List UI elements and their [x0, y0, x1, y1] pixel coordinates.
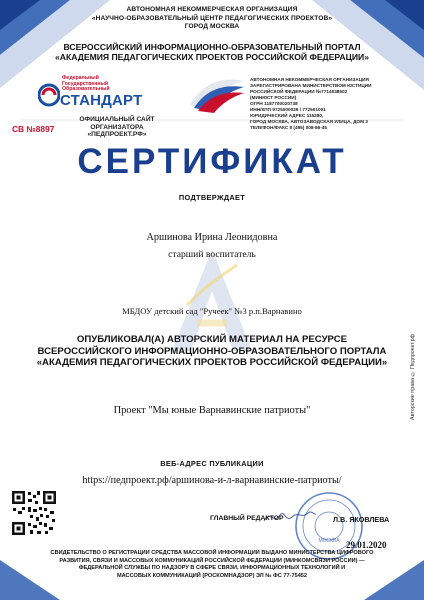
recipient-position: старший воспитатель [168, 249, 256, 260]
footer-line: СВИДЕТЕЛЬСТВО О РЕГИСТРАЦИИ СРЕДСТВА МАССОВОЙ ИНФОРМАЦИИ ВЫДАНО МИНИСТЕРСТВА ЦИФРОВОГО [50, 550, 374, 556]
logo-caption-line: Государственный [62, 80, 109, 87]
reg-info-line: ИНН/КПП 9725000029 / 772501001 [250, 107, 326, 112]
reg-info-line: АВТОНОМНАЯ НЕКОММЕРЧЕСКАЯ ОРГАНИЗАЦИЯ [250, 77, 369, 82]
seal-text: МОСКВА [318, 538, 340, 544]
recipient-name: Аршинова Ирина Леонидовна [146, 232, 278, 243]
org-line: АВТОНОМНАЯ НЕКОММЕРЧЕСКАЯ ОРГАНИЗАЦИЯ [126, 6, 298, 13]
publication-line: «АКАДЕМИЯ ПЕДАГОГИЧЕСКИХ ПРОЕКТОВ РОССИЙСКОЙ ФЕДЕРАЦИИ» [36, 357, 388, 369]
standard-logo [38, 76, 148, 112]
portal-line: «АКАДЕМИЯ ПЕДАГОГИЧЕСКИХ ПРОЕКТОВ РОССИЙСКОЙ ФЕДЕРАЦИИ» [54, 52, 370, 62]
logo-wordmark: СТАНДАРТ [60, 92, 143, 109]
reg-info-line: (МИНЮСТ РОССИИ) [250, 95, 297, 100]
flag-ribbon-icon [186, 75, 248, 115]
publication-url[interactable]: https://педпроект.рф/аршинова-и-л-варнавинские-патриоты/ [82, 475, 342, 486]
reg-info-line: ОГРН 1187700020738 [250, 101, 298, 106]
org-line: «НАУЧНО-ОБРАЗОВАТЕЛЬНЫЙ ЦЕНТР ПЕДАГОГИЧЕСКИХ ПРОЕКТОВ» [91, 14, 333, 22]
publication-statement [20, 334, 404, 369]
copyright-side-text: Авторские права © Педпроект.рф [410, 333, 416, 420]
issue-date: 29.01.2020 [346, 540, 387, 550]
editor-name: Л.В. ЯКОВЛЕВА [333, 515, 390, 524]
certificate-number: СВ №8897 [12, 124, 55, 134]
logo-caption-line: Федеральный [62, 75, 99, 81]
portal-header [30, 42, 394, 62]
logo-caption [62, 76, 110, 93]
registration-footer [8, 550, 416, 580]
site-label-line: ОФИЦИАЛЬНЫЙ САЙТ [79, 116, 155, 123]
reg-info-line: ЗАРЕГИСТРИРОВАНА МИНИСТЕРСТВОМ ЮСТИЦИИ [250, 83, 372, 88]
publication-line: ВСЕРОССИЙСКОГО ИНФОРМАЦИОННО-ОБРАЗОВАТЕЛЬНОГО ПОРТАЛА [37, 345, 387, 357]
site-label-line: «ПЕДПРОЕКТ.РФ» [87, 131, 147, 139]
project-title: Проект "Мы юные Варнавинские патриоты" [113, 405, 311, 416]
recipient-school: МБДОУ детский сад "Ручеек" №3 р.п.Варнавино [122, 306, 302, 316]
footer-line: ФЕДЕРАЛЬНОЙ СЛУЖБЫ ПО НАДЗОРУ В СФЕРЕ СВЯЗИ, ИНФОРМАЦИОННЫХ ТЕХНОЛОГИЙ И [78, 565, 346, 572]
reg-info-line: ТЕЛЕФОН/ФАКС 8 (495) 008-86-45 [250, 125, 328, 130]
confirm-label: ПОДТВЕРЖДАЕТ [178, 193, 246, 202]
official-site-label [72, 116, 162, 139]
reg-info-line: ГОРОД МОСКВА, АВТОЗАВОДСКАЯ УЛИЦА, ДОМ 3 [250, 119, 368, 124]
site-label-line: ОРГАНИЗАТОРА [90, 123, 144, 131]
certificate-title: СЕРТИФИКАТ [77, 142, 347, 181]
qr-code-icon [10, 489, 58, 537]
logo-caption-line: Образовательный [62, 86, 110, 93]
reg-info-line: ЮРИДИЧЕСКИЙ АДРЕС 115280, [250, 113, 324, 118]
organization-header [30, 6, 394, 32]
editor-role: ГЛАВНЫЙ РЕДАКТОР [210, 515, 284, 522]
standard-logo-icon [38, 80, 60, 110]
org-line: ГОРОД МОСКВА [184, 23, 240, 31]
registration-info [250, 77, 418, 131]
publication-line: ОПУБЛИКОВАЛ(А) АВТОРСКИЙ МАТЕРИАЛ НА РЕСУРСЕ [76, 334, 348, 345]
footer-line: РАЗВИТИЯ, СВЯЗИ И МАССОВЫХ КОММУНИКАЦИЙ РОССИЙСКОЙ ФЕДЕРАЦИИ (МИНКОМСВЯЗИ РОССИИ) — [59, 557, 365, 564]
footer-line: МАССОВЫХ КОММУНИКАЦИЙ (РОСКОМНАДЗОР) ЭЛ № ФС 77-75452 [116, 572, 308, 579]
reg-info-line: РОССИЙСКОЙ ФЕДЕРАЦИИ №7714038502 [250, 89, 348, 94]
portal-line: ВСЕРОССИЙСКИЙ ИНФОРМАЦИОННО-ОБРАЗОВАТЕЛЬНЫЙ ПОРТАЛ [63, 42, 361, 52]
web-address-label: ВЕБ-АДРЕС ПУБЛИКАЦИИ [160, 459, 264, 468]
